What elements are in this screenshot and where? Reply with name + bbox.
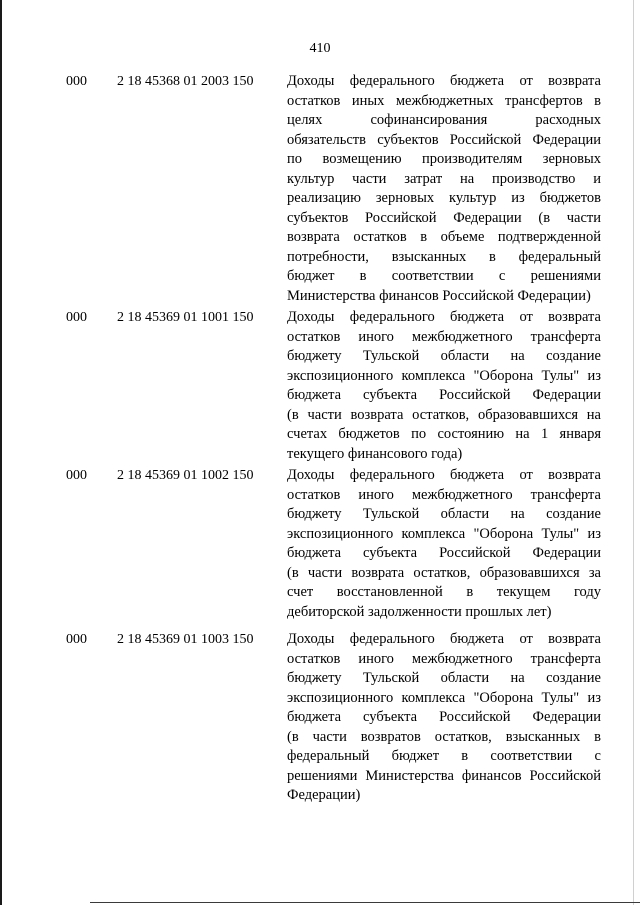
admin-code-cell: 000 (66, 632, 87, 647)
description-line: культур части затрат на производство и (287, 170, 601, 187)
description-line: Доходы федерального бюджета от возврата (287, 467, 601, 483)
description-line: (в части возврата остатков, образовавшихся за (287, 564, 601, 581)
income-description-cell (287, 466, 601, 622)
description-line: обязательств субъектов Российской Федерации (287, 131, 601, 148)
income-description-cell (287, 630, 601, 806)
description-line: Федерации) (287, 787, 361, 803)
description-line: бюджету Тульской области на создание (287, 348, 601, 364)
description-line: Доходы федерального бюджета от возврата (287, 309, 601, 325)
description-line: решениями Министерства финансов Российской (287, 767, 601, 784)
description-line: бюджета субъекта Российской Федерации (287, 545, 601, 561)
page-number: 410 (309, 41, 331, 56)
description-line: Доходы федерального бюджета от возврата (287, 631, 601, 647)
description-line: остатков иного межбюджетного трансферта (287, 328, 601, 345)
admin-code-cell: 000 (66, 468, 87, 483)
description-line: дебиторской задолженности прошлых лет) (287, 603, 552, 620)
description-line: потребности, взысканных в федеральный (287, 248, 601, 265)
budget-classification-code-cell: 2 18 45369 01 1003 150 (117, 632, 254, 647)
budget-classification-code-cell: 2 18 45369 01 1001 150 (117, 310, 254, 325)
description-line: реализацию зерновых культур из бюджетов (287, 190, 601, 206)
description-line: остатков иных межбюджетных трансфертов в (287, 92, 601, 109)
income-description-cell (287, 72, 601, 306)
budget-classification-code-cell: 2 18 45368 01 2003 150 (117, 74, 254, 89)
description-line: возврата остатков в объеме подтвержденной (287, 229, 601, 245)
description-line: федеральный бюджет в соответствии с (287, 748, 601, 764)
description-line: бюджету Тульской области на создание (287, 670, 601, 686)
description-line: счетах бюджетов по состоянию на 1 января (287, 426, 601, 442)
table-row (0, 308, 640, 464)
income-description-cell (287, 308, 601, 464)
description-line: бюджету Тульской области на создание (287, 506, 601, 522)
description-line: (в части возврата остатков, образовавшихся на (287, 406, 601, 423)
description-line: счет восстановленной в текущем году (287, 584, 601, 600)
description-line: по возмещению производителям зерновых (287, 151, 601, 167)
table-row (0, 466, 640, 622)
admin-code-cell: 000 (66, 74, 87, 89)
table-row (0, 630, 640, 806)
budget-classification-code-cell: 2 18 45369 01 1002 150 (117, 468, 254, 483)
description-line: целях софинансирования расходных (287, 112, 601, 128)
description-line: экспозиционного комплекса "Оборона Тулы" из (287, 525, 601, 542)
description-line: (в части возвратов остатков, взысканных в (287, 728, 601, 745)
budget-codes-table (0, 72, 640, 806)
description-line: бюджет в соответствии с решениями (287, 268, 601, 284)
description-line: Министерства финансов Российской Федерации) (287, 287, 591, 304)
description-line: текущего финансового года) (287, 445, 463, 462)
description-line: экспозиционного комплекса "Оборона Тулы" из (287, 689, 601, 706)
description-line: бюджета субъекта Российской Федерации (287, 387, 601, 403)
description-line: Доходы федерального бюджета от возврата (287, 73, 601, 89)
scan-edge-bottom (90, 902, 640, 903)
description-line: экспозиционного комплекса "Оборона Тулы" из (287, 367, 601, 384)
description-line: бюджета субъекта Российской Федерации (287, 709, 601, 725)
table-row (0, 72, 640, 306)
description-line: субъектов Российской Федерации (в части (287, 209, 601, 226)
description-line: остатков иного межбюджетного трансферта (287, 650, 601, 667)
admin-code-cell: 000 (66, 310, 87, 325)
description-line: остатков иного межбюджетного трансферта (287, 486, 601, 503)
